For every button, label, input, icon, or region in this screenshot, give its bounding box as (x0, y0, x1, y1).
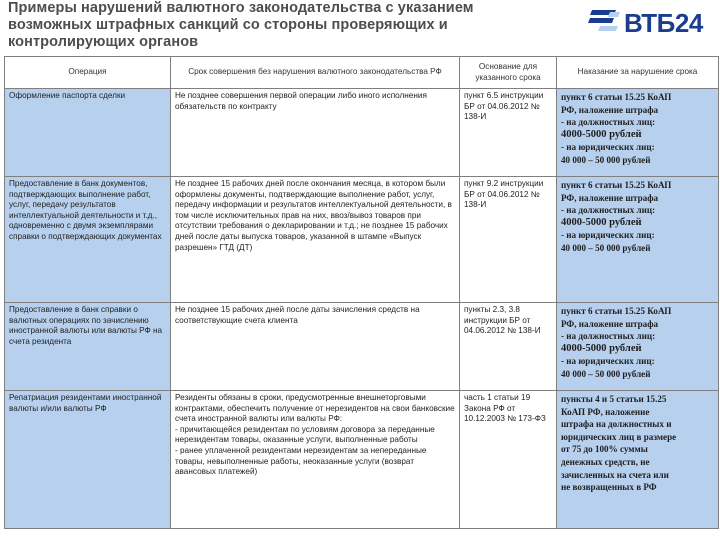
penalty-line: 40 000 – 50 000 рублей (561, 242, 651, 253)
penalty-line: пункт 6 статьи 15.25 КоАП (561, 180, 672, 190)
table-row (5, 303, 719, 391)
penalty-line: - на юридических лиц: (561, 356, 655, 367)
table-row (5, 391, 719, 529)
penalty-line: юридических лиц в размере (561, 431, 677, 442)
penalty-line: 4000-5000 рублей (561, 128, 642, 140)
penalty-line: не возвращенных в РФ (561, 482, 657, 493)
penalty-line: от 75 до 100% суммы (561, 444, 648, 455)
penalty-cell (557, 177, 719, 303)
deadline-paragraph: Резиденты обязаны в сроки, предусмотренные внешнеторговыми контрактами, обеспечить получение от нерезидентов на свои банковские счета иностранной валюты или валюты РФ: (175, 393, 455, 424)
header-basis: Основание для указанного срока (460, 57, 557, 89)
deadline-paragraph: - ранее уплаченной резидентами нерезидентам за непереданные товары, невыполненные работы, неоказанные услуги (возврат авансовых платежей) (175, 445, 427, 477)
penalty-cell (557, 89, 719, 177)
deadline-cell: Не позднее совершения первой операции либо иного исполнения обязательств по контракту (171, 89, 460, 177)
slide-title (8, 0, 568, 51)
vtb24-logo (588, 4, 716, 40)
title-line-2: возможных штрафных санкций со стороны проверяющих и (8, 17, 448, 33)
penalty-line: - на юридических лиц: (561, 230, 655, 241)
penalty-line: денежных средств, не (561, 456, 650, 467)
penalty-line: - на должностных лиц: (561, 331, 656, 342)
logo-text: ВТБ24 (624, 8, 703, 38)
deadline-cell: Не позднее 15 рабочих дней после даты зачисления средств на соответствующие счета клиента (171, 303, 460, 391)
penalty-line: РФ, наложение штрафа (561, 318, 659, 329)
basis-cell: пункт 9.2 инструкции БР от 04.06.2012 № 138-И (460, 177, 557, 303)
table-row (5, 177, 719, 303)
penalty-line: - на должностных лиц: (561, 205, 656, 216)
header-deadline: Срок совершения без нарушения валютного законодательства РФ (171, 57, 460, 89)
violations-table (4, 56, 719, 529)
penalty-line: КоАП РФ, наложение (561, 406, 650, 417)
penalty-line: 40 000 – 50 000 рублей (561, 154, 651, 165)
penalty-line: - на должностных лиц: (561, 117, 656, 128)
header-penalty: Наказание за нарушение срока (557, 57, 719, 89)
table-header-row (5, 57, 719, 89)
penalty-line: 4000-5000 рублей (561, 342, 642, 354)
penalty-line: РФ, наложение штрафа (561, 104, 659, 115)
basis-cell: пункты 2.3, 3.8 инструкции БР от 04.06.2012 № 138-И (460, 303, 557, 391)
penalty-line: 40 000 – 50 000 рублей (561, 368, 651, 379)
title-line-3: контролирующих органов (8, 34, 199, 50)
operation-cell: Оформление паспорта сделки (5, 89, 171, 177)
header-operation: Операция (5, 57, 171, 89)
penalty-line: пункты 4 и 5 статьи 15.25 (561, 394, 667, 404)
operation-cell: Предоставление в банк справки о валютных операциях по зачислению иностранной валюты или валюты РФ на счета резидента (5, 303, 171, 391)
penalty-line: пункт 6 статьи 15.25 КоАП (561, 92, 672, 102)
penalty-line: штрафа на должностных и (561, 419, 672, 430)
penalty-cell (557, 391, 719, 529)
deadline-cell (171, 391, 460, 529)
deadline-paragraph: - причитающейся резидентам по условиям договора за переданные нерезидентам товары, оказанные услуги, выполненные работы (175, 424, 435, 445)
title-line-1: Примеры нарушений валютного законодательства с указанием (8, 0, 474, 16)
basis-cell: часть 1 статьи 19 Закона РФ от 10.12.2003 № 173-ФЗ (460, 391, 557, 529)
operation-cell: Предоставление в банк документов, подтверждающих выполнение работ, услуг, передачу результатов интеллектуальной деятельности и т.д., одновременно с двумя экземплярами справки о подтверждающих документах (5, 177, 171, 303)
penalty-cell (557, 303, 719, 391)
basis-cell: пункт 6.5 инструкции БР от 04.06.2012 № 138-И (460, 89, 557, 177)
vtb-logo-icon (588, 6, 622, 38)
penalty-line: 4000-5000 рублей (561, 216, 642, 228)
penalty-line: пункт 6 статьи 15.25 КоАП (561, 306, 672, 316)
penalty-line: зачисленных на счета или (561, 469, 669, 480)
operation-cell: Репатриация резидентами иностранной валюты и/или валюты РФ (5, 391, 171, 529)
deadline-cell: Не позднее 15 рабочих дней после окончания месяца, в котором были оформлены документы, подтверждающие выполнение работ, услуг, передачу информации и результатов интеллектуальной деятельности, в том числе исключительных прав на них, ввоз/вывоз товаров при отсутствии требования о декларировании и т.д.; не позднее 15 рабочих дней после даты выпуска товаров, указанной в штампе «Выпуск разрешен» ГТД (ДТ) (171, 177, 460, 303)
table-row (5, 89, 719, 177)
penalty-line: РФ, наложение штрафа (561, 192, 659, 203)
penalty-line: - на юридических лиц: (561, 142, 655, 153)
